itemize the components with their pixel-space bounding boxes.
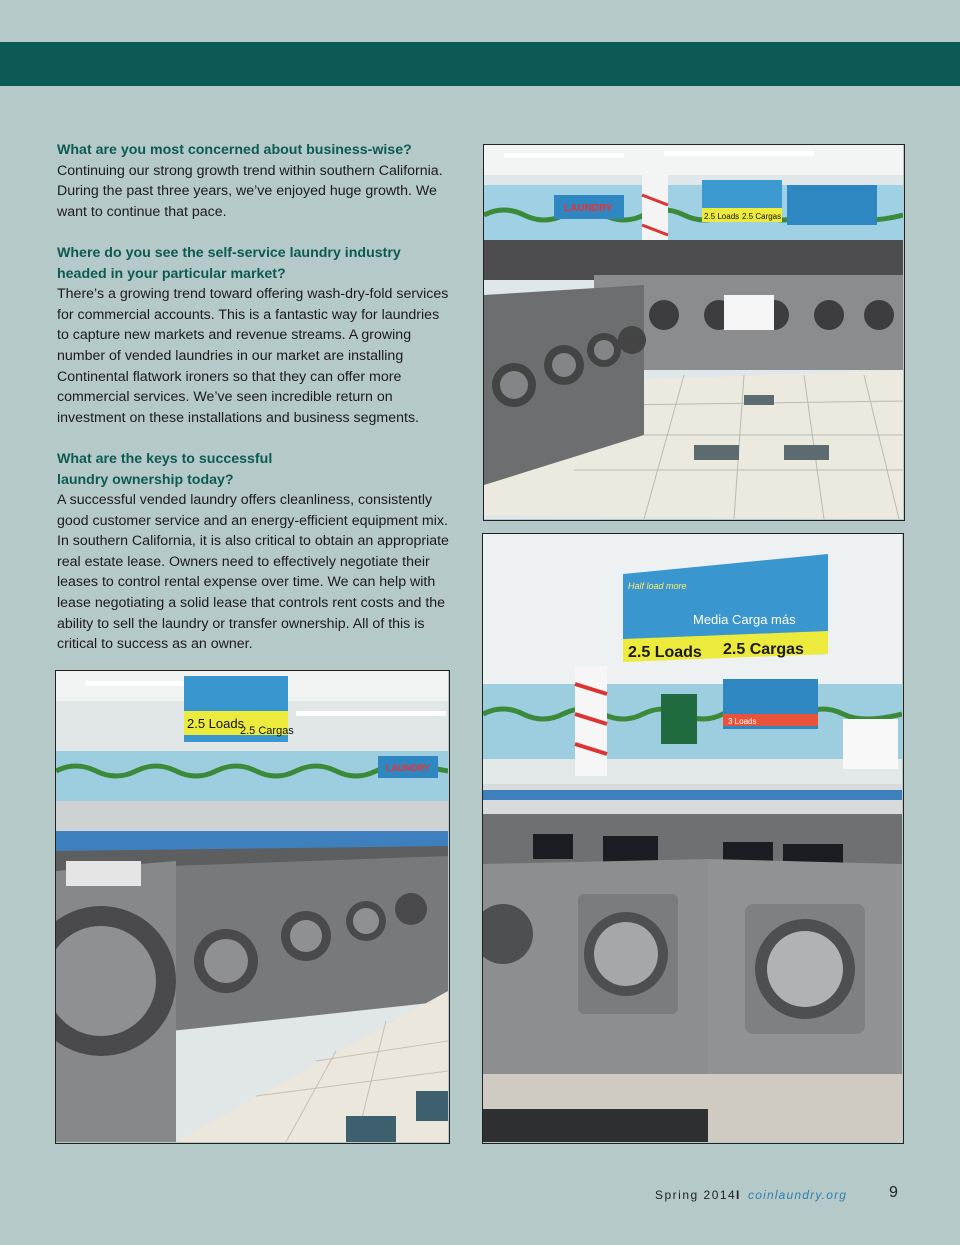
answer-1: Continuing our strong growth trend within southern California. During the past three years, we’ve enjoyed huge growth. We want to continue that pace.: [57, 162, 443, 220]
page-number: 9: [889, 1184, 898, 1201]
sign-loads: 2.5 Loads: [704, 212, 740, 221]
sign-laundry: LAUNDRY: [564, 203, 613, 214]
question-1: What are you most concerned about business-wise?: [57, 142, 412, 158]
answer-3: A successful vended laundry offers cleanliness, consistently good customer service and an energy-efficient equipment mix. In southern California, it is also critical to obtain an appropriate real estate lease. Owners need to effectively negotiate their leases to control rental expense over time. We can help with lease negotiating a solid lease that controls rent costs and the ability to sell the laundry or transfer ownership. All of this is critical to success as an owner.: [57, 492, 449, 653]
photo-laundromat-washer-rows: [483, 144, 905, 521]
photo-laundromat-washers-left: [55, 670, 450, 1144]
footer-issue: Spring 2014: [655, 1188, 737, 1202]
sign-loads-left: 2.5 Loads: [187, 716, 245, 731]
sign-3-loads: 3 Loads: [728, 717, 757, 726]
sign-cargas-left: 2.5 Cargas: [240, 725, 294, 737]
sign-loads-right: 2.5 Loads: [628, 644, 702, 661]
sign-cargas-right: 2.5 Cargas: [723, 641, 804, 658]
header-bar: [0, 42, 960, 86]
sign-media-carga: Media Carga más: [693, 612, 796, 627]
sign-cargas: 2.5 Cargas: [742, 212, 782, 221]
interview-column: [57, 140, 452, 675]
footer-separator: I: [736, 1188, 740, 1202]
sign-laundry-left: LAUNDRY: [386, 763, 430, 773]
answer-2: There’s a growing trend toward offering wash-dry-fold services for commercial accounts. This is a fantastic way for laundries to capture new markets and revenue streams. A growing number of vended laundries in our market are installing Continental flatwork ironers so that they can offer more commercial services. We’ve seen incredible return on investment on these installations and business segments.: [57, 286, 449, 426]
photo-laundromat-washers-right: [482, 533, 904, 1144]
question-3: What are the keys to successful laundry ownership today?: [57, 450, 273, 488]
question-2: Where do you see the self-service laundry industry headed in your particular market?: [57, 244, 401, 282]
sign-half-load: Half load more: [628, 581, 687, 591]
footer-site-link[interactable]: coinlaundry.org: [748, 1188, 848, 1202]
